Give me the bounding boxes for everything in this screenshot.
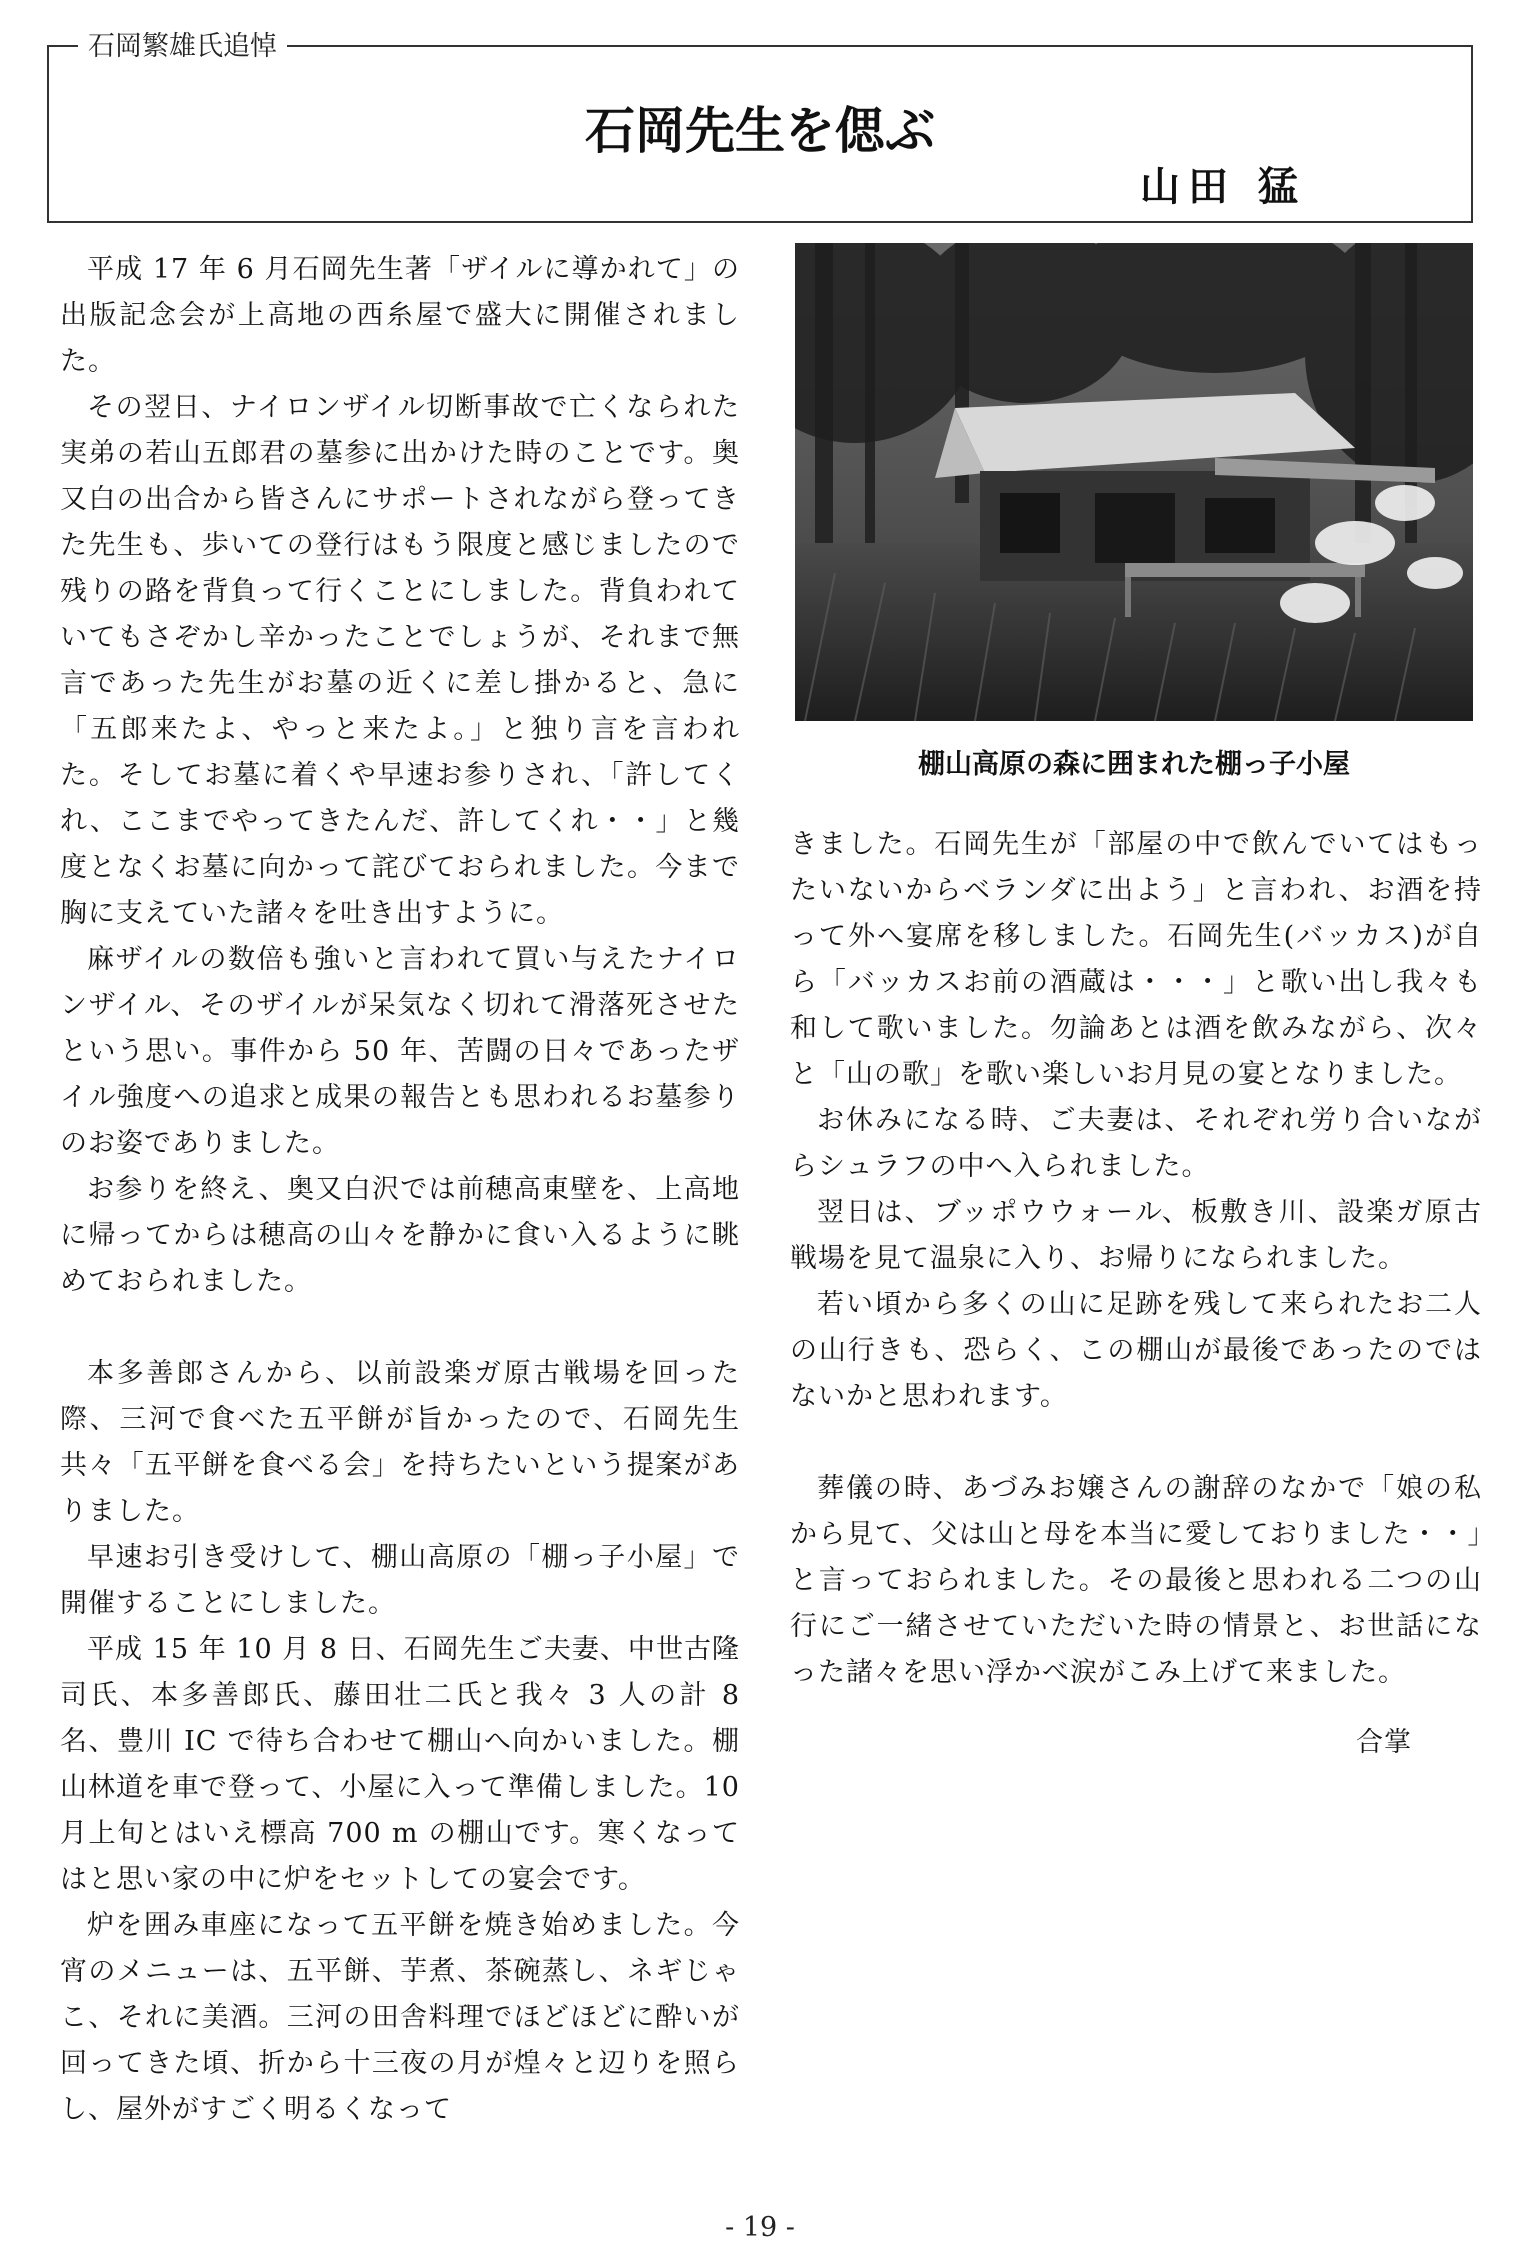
paragraph: 平成 17 年 6 月石岡先生著「ザイルに導かれて」の出版記念会が上高地の西糸屋で盛大に開催されました。 xyxy=(60,254,740,377)
paragraph: 麻ザイルの数倍も強いと言われて買い与えたナイロンザイル、そのザイルが呆気なく切れて滑落死させたという思い。事件から 50 年、苦闘の日々であったザイル強度への追求と成果の報告とも思われるお墓参りのお姿でありました。 xyxy=(60,944,740,1159)
paragraph: お参りを終え、奥又白沢では前穂高東壁を、上高地に帰ってからは穂高の山々を静かに食い入るように眺めておられました。 xyxy=(60,1174,740,1297)
photo-caption: 棚山高原の森に囲まれた棚っ子小屋 xyxy=(918,749,1350,780)
paragraph: その翌日、ナイロンザイル切断事故で亡くなられた実弟の若山五郎君の墓参に出かけた時のことです。奥又白の出合から皆さんにサポートされながら登ってきた先生も、歩いての登行はもう限度と感じましたので残りの路を背負って行くことにしました。背負われていてもさぞかし辛かったことでしょうが、それまで無言であった先生がお墓の近くに差し掛かると、急に「五郎来たよ、やっと来たよ。」と独り言を言われた。そしてお墓に着くや早速お参りされ、「許してくれ、ここまでやってきたんだ、許してくれ・・」と幾度となくお墓に向かって詫びておられました。今まで胸に支えていた諸々を吐き出すように。 xyxy=(60,392,740,929)
article-title: 石岡先生を偲ぶ xyxy=(585,102,935,160)
paragraph: 平成 15 年 10 月 8 日、石岡先生ご夫妻、中世古隆司氏、本多善郎氏、藤田壮二氏と我々 3 人の計 8 名、豊川 IC で待ち合わせて棚山へ向かいました。棚山林道を車で登って、小屋に入って準備しました。10 月上旬とはいえ標高 700 m の棚山です。寒くなってはと思い家の中に炉をセットしての宴会です。 xyxy=(60,1634,740,1895)
hut-photo-illustration xyxy=(795,243,1473,721)
paragraph: 炉を囲み車座になって五平餅を焼き始めました。今宵のメニューは、五平餅、芋煮、茶碗蒸し、ネギじゃこ、それに美酒。三河の田舎料理でほどほどに酔いが回ってきた頃、折から十三夜の月が煌々と辺りを照らし、屋外がすごく明るくなって xyxy=(60,1910,740,2125)
right-column xyxy=(790,822,1482,1766)
paragraph-gap xyxy=(60,1305,740,1351)
hut-photo xyxy=(795,243,1473,721)
paragraph: 翌日は、ブッポウウォール、板敷き川、設楽ガ原古戦場を見て温泉に入り、お帰りになられました。 xyxy=(790,1197,1482,1274)
paragraph: 本多善郎さんから、以前設楽ガ原古戦場を回った際、三河で食べた五平餅が旨かったので、石岡先生共々「五平餅を食べる会」を持ちたいという提案がありました。 xyxy=(60,1358,740,1527)
author-name: 山田 猛 xyxy=(1140,164,1306,210)
left-column xyxy=(60,247,740,2133)
series-label: 石岡繁雄氏追悼 xyxy=(78,30,287,64)
paragraph: 早速お引き受けして、棚山高原の「棚っ子小屋」で開催することにしました。 xyxy=(60,1542,740,1619)
paragraph: 若い頃から多くの山に足跡を残して来られたお二人の山行きも、恐らく、この棚山が最後であったのではないかと思われます。 xyxy=(790,1289,1482,1412)
paragraph: きました。石岡先生が「部屋の中で飲んでいてはもったいないからベランダに出よう」と言われ、お酒を持って外へ宴席を移しました。石岡先生(バッカス)が自ら「バッカスお前の酒蔵は・・・」と歌い出し我々も和して歌いました。勿論あとは酒を飲みながら、次々と「山の歌」を歌い楽しいお月見の宴となりました。 xyxy=(790,829,1482,1090)
paragraph-gap xyxy=(790,1420,1482,1466)
closing-word: 合掌 xyxy=(1356,1727,1412,1758)
paragraph: お休みになる時、ご夫妻は、それぞれ労り合いながらシュラフの中へ入られました。 xyxy=(790,1105,1482,1182)
page-number: - 19 - xyxy=(725,2212,795,2243)
paragraph: 葬儀の時、あづみお嬢さんの謝辞のなかで「娘の私から見て、父は山と母を本当に愛しておりました・・」と言っておられました。その最後と思われる二つの山行にご一緒させていただいた時の情景と、お世話になった諸々を思い浮かべ涙がこみ上げて来ました。 xyxy=(790,1473,1482,1688)
